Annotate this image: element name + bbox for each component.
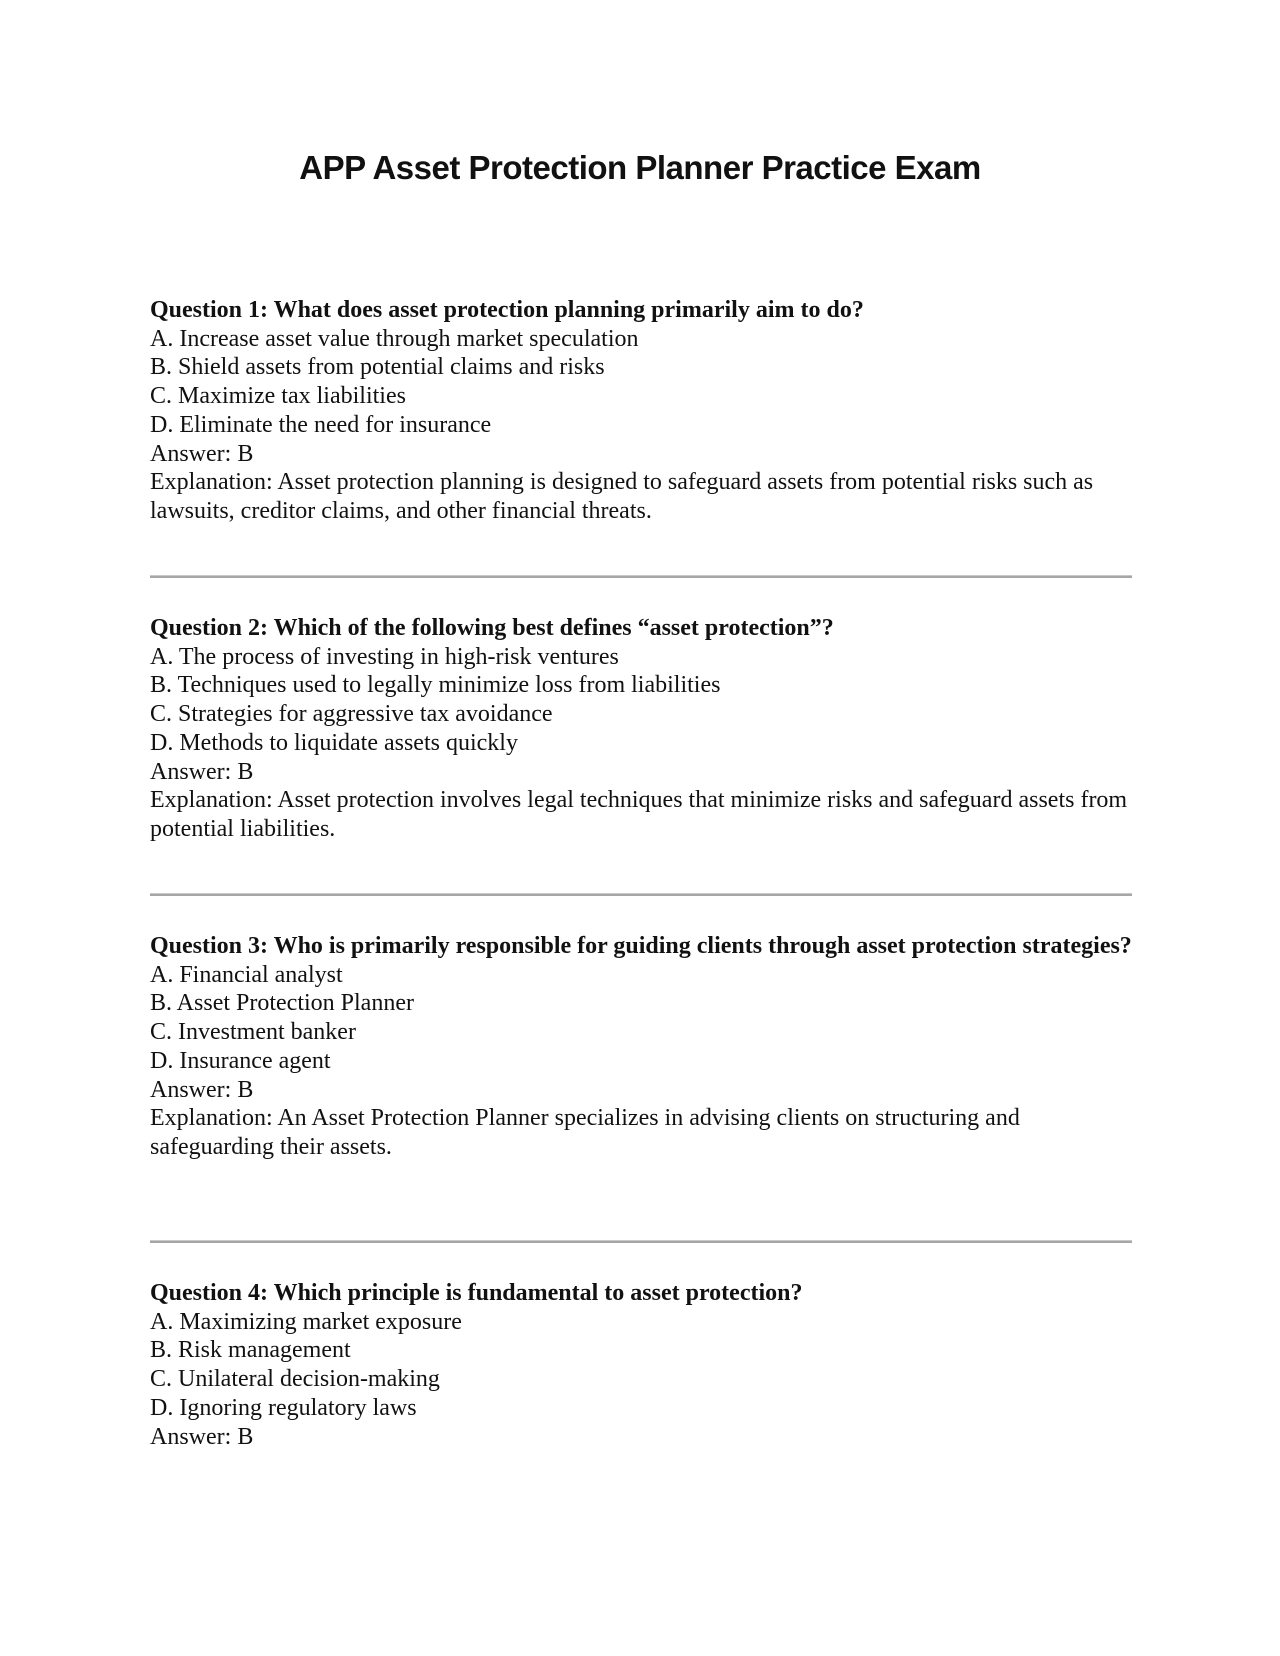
question-3	[150, 932, 1135, 1162]
explanation: Explanation: Asset protection planning is designed to safeguard assets from potential risks such as lawsuits, creditor claims, and other financial threats.	[150, 469, 1094, 524]
question-1	[150, 296, 1135, 526]
answer: Answer: B	[150, 440, 254, 467]
question-title: Question 1: What does asset protection planning primarily aim to do?	[150, 297, 864, 323]
option-d: D. Eliminate the need for insurance	[150, 411, 492, 438]
question-title: Question 2: Which of the following best defines “asset protection”?	[150, 615, 834, 641]
option-b: B. Shield assets from potential claims and risks	[150, 354, 605, 381]
question-title: Question 3: Who is primarily responsible for guiding clients through asset protection strategies?	[150, 933, 1132, 959]
question-2	[150, 614, 1135, 844]
answer: Answer: B	[150, 758, 254, 785]
option-c: C. Unilateral decision-making	[150, 1366, 440, 1393]
answer: Answer: B	[150, 1076, 254, 1103]
option-b: B. Risk management	[150, 1337, 351, 1364]
question-title: Question 4: Which principle is fundamental to asset protection?	[150, 1280, 803, 1306]
option-c: C. Investment banker	[150, 1019, 356, 1046]
option-a: A. Increase asset value through market speculation	[150, 325, 639, 352]
option-b: B. Asset Protection Planner	[150, 990, 414, 1017]
option-a: A. Financial analyst	[150, 961, 343, 988]
option-a: A. The process of investing in high-risk ventures	[150, 643, 619, 670]
option-d: D. Ignoring regulatory laws	[150, 1394, 417, 1421]
answer: Answer: B	[150, 1423, 254, 1450]
explanation: Explanation: Asset protection involves legal techniques that minimize risks and safeguard assets from potential liabilities.	[150, 787, 1128, 842]
section-divider	[150, 575, 1132, 578]
option-b: B. Techniques used to legally minimize loss from liabilities	[150, 672, 721, 699]
question-4	[150, 1279, 1135, 1451]
option-c: C. Maximize tax liabilities	[150, 383, 406, 410]
option-d: D. Methods to liquidate assets quickly	[150, 729, 518, 756]
option-a: A. Maximizing market exposure	[150, 1308, 462, 1335]
section-divider	[150, 893, 1132, 896]
option-c: C. Strategies for aggressive tax avoidance	[150, 701, 553, 728]
page-title: APP Asset Protection Planner Practice Exam	[299, 149, 981, 186]
option-d: D. Insurance agent	[150, 1047, 331, 1074]
explanation: Explanation: An Asset Protection Planner specializes in advising clients on structuring and safeguarding their assets.	[150, 1105, 1020, 1160]
section-divider	[150, 1240, 1132, 1243]
